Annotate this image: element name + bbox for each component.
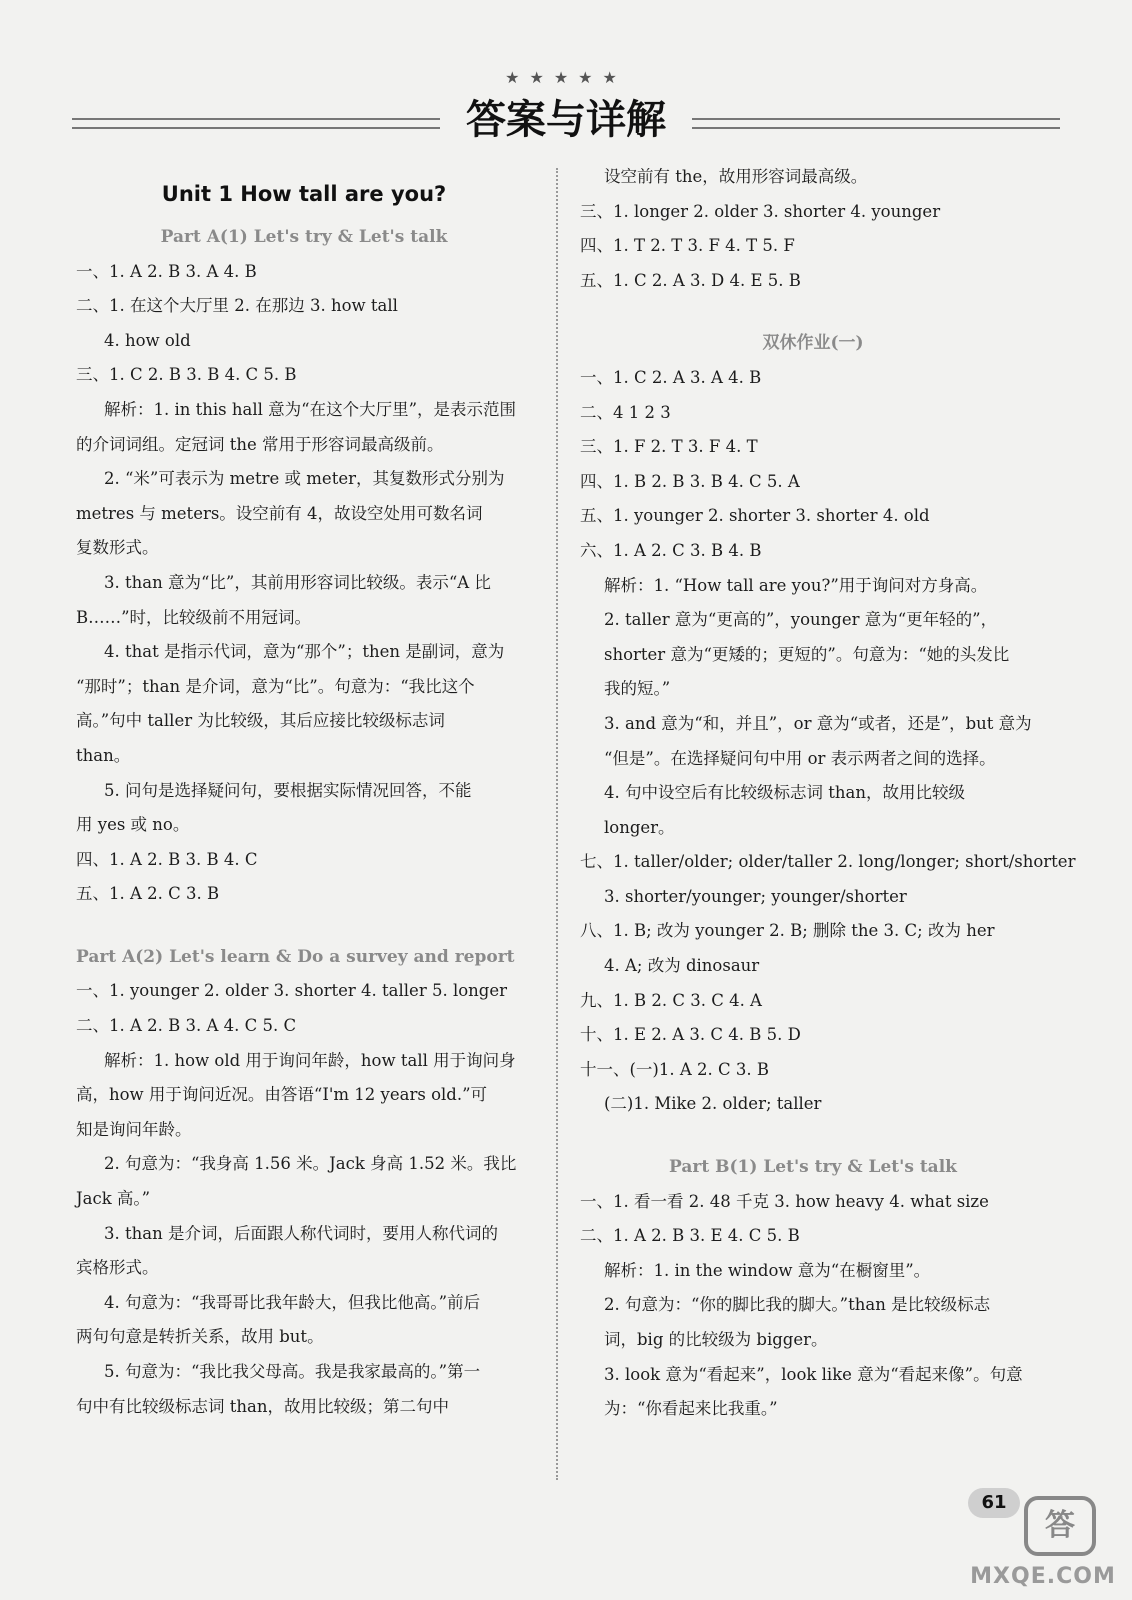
explanation-line: Jack 高。” <box>76 1189 151 1209</box>
answer-line: 4. A; 改为 dinosaur <box>604 956 760 976</box>
explanation-line: than。 <box>76 745 131 765</box>
explanation-line: 3. than 意为“比”，其前用形容词比较级。表示“A 比 <box>104 572 491 592</box>
explanation-line: 用 yes 或 no。 <box>76 815 190 835</box>
answer-line: 七、1. taller/older; older/taller 2. long/longer; short/shorter <box>580 852 1076 872</box>
watermark-icon: 答 <box>1024 1496 1096 1556</box>
star-decoration: ★★★★★ <box>505 68 627 87</box>
section-heading: Part A(1) Let's try & Let's talk <box>160 227 448 247</box>
explanation-line: 3. than 是介词，后面跟人称代词时，要用人称代词的 <box>104 1223 498 1243</box>
answer-line: 四、1. T 2. T 3. F 4. T 5. F <box>580 236 795 256</box>
answer-line: 二、1. A 2. B 3. E 4. C 5. B <box>580 1226 800 1246</box>
explanation-line: 复数形式。 <box>76 538 159 558</box>
right-column <box>580 160 1076 1427</box>
explanation-line: B……”时，比较级前不用冠词。 <box>76 607 312 627</box>
explanation-line: “但是”。在选择疑问句中用 or 表示两者之间的选择。 <box>604 748 996 768</box>
explanation-line: “那时”；than 是介词，意为“比”。句意为：“我比这个 <box>76 676 475 696</box>
title-rule-left <box>72 118 440 129</box>
explanation-line: 词，big 的比较级为 bigger。 <box>604 1330 828 1349</box>
answer-line: 一、1. younger 2. older 3. shorter 4. taller 5. longer <box>76 981 507 1001</box>
answer-line: 二、4 1 2 3 <box>580 402 671 422</box>
answer-line: 二、1. 在这个大厅里 2. 在那边 3. how tall <box>76 296 398 316</box>
unit-title: Unit 1 How tall are you? <box>161 182 447 206</box>
answer-line: 四、1. B 2. B 3. B 4. C 5. A <box>580 471 800 491</box>
explanation-line: 我的短。” <box>604 679 671 699</box>
answer-line: 五、1. C 2. A 3. D 4. E 5. B <box>580 270 801 290</box>
explanation-line: 5. 句意为：“我比我父母高。我是我家最高的。”第一 <box>104 1362 481 1381</box>
section-heading: 双休作业(一) <box>762 333 864 354</box>
explanation-line: 为：“你看起来比我重。” <box>604 1399 778 1419</box>
explanation-line: 两句句意是转折关系，故用 but。 <box>76 1327 324 1347</box>
answer-line: 五、1. younger 2. shorter 3. shorter 4. old <box>580 506 930 526</box>
explanation-line: 句中有比较级标志词 than，故用比较级；第二句中 <box>76 1396 449 1416</box>
explanation-line: 高。”句中 taller 为比较级，其后应接比较级标志词 <box>76 711 445 731</box>
section-heading: Part B(1) Let's try & Let's talk <box>669 1157 957 1178</box>
explanation-line: 2. 句意为：“我身高 1.56 米。Jack 身高 1.52 米。我比 <box>104 1154 517 1174</box>
explanation-line: 知是询问年龄。 <box>76 1119 192 1139</box>
explanation-line: 解析：1. how old 用于询问年龄，how tall 用于询问身 <box>104 1050 516 1070</box>
explanation-line: 解析：1. “How tall are you?”用于询问对方身高。 <box>604 575 988 595</box>
explanation-line: metres 与 meters。设空前有 4，故设空处用可数名词 <box>76 503 483 523</box>
explanation-line: 5. 问句是选择疑问句，要根据实际情况回答，不能 <box>104 780 472 800</box>
answer-line: 二、1. A 2. B 3. A 4. C 5. C <box>76 1016 297 1036</box>
answer-line: 九、1. B 2. C 3. C 4. A <box>580 990 762 1010</box>
explanation-line: 4. 句意为：“我哥哥比我年龄大，但我比他高。”前后 <box>104 1292 481 1312</box>
page-footer <box>968 1488 1118 1588</box>
answer-line: 十、1. E 2. A 3. C 4. B 5. D <box>580 1025 801 1045</box>
answer-line: 3. shorter/younger; younger/shorter <box>604 886 907 906</box>
explanation-line: 3. and 意为“和，并且”，or 意为“或者，还是”，but 意为 <box>604 713 1032 733</box>
explanation-line: 解析：1. in the window 意为“在橱窗里”。 <box>604 1260 931 1280</box>
explanation-line: 2. taller 意为“更高的”，younger 意为“更年轻的”， <box>604 610 998 630</box>
answer-line: 一、1. 看一看 2. 48 千克 3. how heavy 4. what size <box>580 1191 989 1211</box>
answer-line: 四、1. A 2. B 3. B 4. C <box>76 849 258 869</box>
answer-line: 一、1. C 2. A 3. A 4. B <box>580 367 762 387</box>
answer-line: 三、1. C 2. B 3. B 4. C 5. B <box>76 365 297 385</box>
answer-line: 三、1. F 2. T 3. F 4. T <box>580 437 758 457</box>
page-title: 答案与详解 <box>466 97 666 143</box>
page-header <box>0 60 1132 150</box>
answer-line: (二)1. Mike 2. older; taller <box>604 1094 822 1114</box>
watermark-text: MXQE.COM <box>970 1564 1116 1589</box>
answer-line: 八、1. B; 改为 younger 2. B; 删除 the 3. C; 改为 her <box>580 921 995 941</box>
page-number: 61 <box>968 1488 1020 1518</box>
explanation-line: 2. “米”可表示为 metre 或 meter，其复数形式分别为 <box>104 469 505 489</box>
answer-line: 十一、(一)1. A 2. C 3. B <box>580 1059 769 1079</box>
left-column <box>76 160 532 1424</box>
answer-line: 六、1. A 2. C 3. B 4. B <box>580 540 762 560</box>
answer-line: 4. how old <box>104 330 191 350</box>
explanation-line: 的介词词组。定冠词 the 常用于形容词最高级前。 <box>76 434 444 454</box>
column-divider <box>556 168 558 1480</box>
explanation-line: 宾格形式。 <box>76 1258 159 1278</box>
answer-line: 一、1. A 2. B 3. A 4. B <box>76 261 257 281</box>
explanation-line: longer。 <box>604 817 675 837</box>
explanation-line: 设空前有 the，故用形容词最高级。 <box>604 167 868 186</box>
title-rule-right <box>692 118 1060 129</box>
section-heading: Part A(2) Let's learn & Do a survey and report <box>76 946 515 967</box>
answer-line: 五、1. A 2. C 3. B <box>76 884 220 904</box>
title-row <box>72 88 1060 148</box>
answer-line: 三、1. longer 2. older 3. shorter 4. younger <box>580 201 941 221</box>
explanation-line: 高，how 用于询问近况。由答语“I'm 12 years old.”可 <box>76 1085 488 1105</box>
explanation-line: 4. 句中设空后有比较级标志词 than，故用比较级 <box>604 783 965 803</box>
explanation-line: 3. look 意为“看起来”，look like 意为“看起来像”。句意 <box>604 1364 1023 1384</box>
explanation-line: shorter 意为“更矮的；更短的”。句意为：“她的头发比 <box>604 644 1010 664</box>
explanation-line: 4. that 是指示代词，意为“那个”；then 是副词，意为 <box>104 642 505 662</box>
explanation-line: 2. 句意为：“你的脚比我的脚大。”than 是比较级标志 <box>604 1295 991 1315</box>
explanation-line: 解析：1. in this hall 意为“在这个大厅里”，是表示范围 <box>104 399 517 419</box>
